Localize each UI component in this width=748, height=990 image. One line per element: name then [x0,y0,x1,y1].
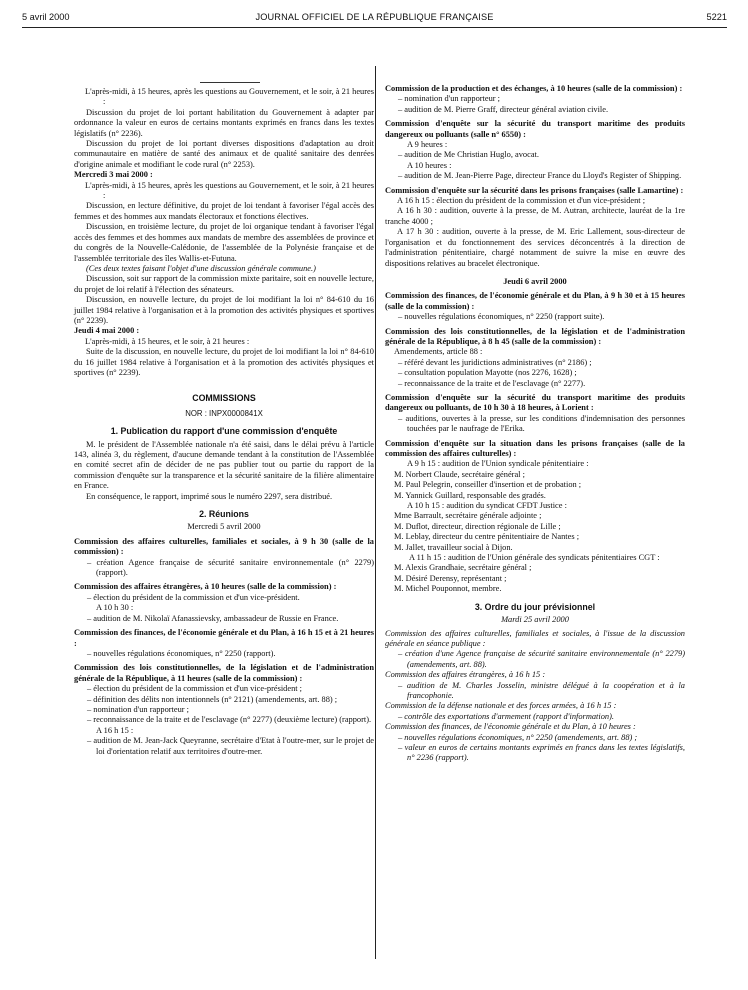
agenda-item: A 16 h 30 : audition, ouverte à la presse, de M. Autran, architecte, lauréat de la 1re tranche 4000 ; [385,206,685,226]
attendee: M. Désiré Derensy, représentant ; [394,573,507,583]
agenda-item: – contrôle des exportations d'armement (rapport d'information). [398,711,614,721]
agenda-item: – élection du président de la commission et d'un vice-président. [87,592,300,602]
agenda-item: – audition de M. Jean-Jack Queyranne, secrétaire d'Etat à l'outre-mer, sur le projet de loi d'orientation relatif aux territoires d'outre-mer. [87,736,374,756]
agenda-item: Discussion du projet de loi portant diverses dispositions d'adaptation au droit communautaire en matière de santé des animaux et de qualité sanitaire des denrées d'origine animale et modifiant le code rural (n° 2253). [74,139,374,169]
header-rule [22,27,727,28]
commission-heading: Commission d'enquête sur la sécurité du transport maritime des produits dangereux ou polluants (salle n° 6550) : [385,119,685,139]
attendee: M. Norbert Claude, secrétaire général ; [394,469,525,479]
left-column [74,82,374,757]
agenda-item: – élection du président de la commission et d'un vice-président ; [87,684,303,694]
attendee: M. Paul Pelegrin, conseiller d'insertion et de probation ; [394,480,582,490]
agenda-item: – nouvelles régulations économiques, n° 2250 (rapport suite). [398,312,605,322]
attendee: M. Leblay, directeur du centre pénitentiaire de Nantes ; [394,532,580,542]
attendee: M. Duflot, directeur, direction régionale de Lille ; [394,521,561,531]
continuation-rule [200,82,260,83]
date-heading: Mercredi 5 avril 2000 [187,522,261,532]
agenda-item: – valeur en euros de certains montants exprimés en francs dans les textes législatifs, n° 2236 (rapport). [398,742,685,763]
commission-heading: Commission de la défense nationale et des forces armées, à 16 h 15 : [385,701,617,711]
agenda-item: Suite de la discussion, en nouvelle lecture, du projet de loi modifiant la loi n° 84-610 du 16 juillet 1984 relative à l'organisation et à la promotion des activités physiques et sportives (n° 2239). [74,347,374,377]
commission-heading: Commission des lois constitutionnelles, de la législation et de l'administration générale de la République, à 11 heures (salle de la commission) : [74,663,374,683]
agenda-item: – audition de Me Christian Huglo, avocat. [398,150,539,160]
paragraph: M. le président de l'Assemblée nationale n'a été saisi, dans le délai prévu à l'article 143, alinéa 3, du règlement, d'aucune demande tendant à la constitution de l'Assemblée en comité secret afin de décider de ne pas publier tout ou partie du rapport de la commission d'enquête sur la transparence et la sécurité sanitaire de la filière alimentaire en France. [74,439,374,491]
issue-date: 5 avril 2000 [22,12,70,22]
time-label: A 9 h 15 : audition de l'Union syndicale pénitentiaire : [407,459,589,469]
agenda-item: Discussion, en nouvelle lecture, du projet de loi modifiant la loi n° 84-610 du 16 juillet 1984 relative à l'organisation et à la promotion des activités physiques et sportives (n° 2239). [74,295,374,325]
section-heading: 3. Ordre du jour prévisionnel [474,601,596,612]
agenda-item: – création Agence française de sécurité sanitaire environnementale (n° 2279) (rapport). [87,557,374,578]
attendee: M. Jallet, travailleur social à Dijon. [394,542,513,552]
page-number: 5221 [706,12,727,22]
commission-heading: Commission de la production et des échanges, à 10 heures (salle de la commission) : [385,84,683,93]
agenda-item: – auditions, ouvertes à la presse, sur les conditions d'indemnisation des personnes touchées par le naufrage de l'Erika. [398,413,685,434]
agenda-item: – nomination d'un rapporteur ; [87,704,189,714]
agenda-item: – référé devant les juridictions administratives (n° 2186) ; [398,357,592,367]
time-label: A 9 heures : [407,140,448,150]
column-divider [375,66,376,959]
commission-heading: Commission des finances, de l'économie générale et du Plan, à 9 h 30 et à 15 heures (salle de la commission) : [385,291,685,311]
agenda-item: – nouvelles régulations économiques, n° 2250 (rapport). [87,648,276,658]
agenda-item: Discussion, en lecture définitive, du projet de loi tendant à favoriser l'égal accès des femmes et des hommes aux mandats électoraux et fonctions électives. [74,201,374,221]
paragraph: En conséquence, le rapport, imprimé sous le numéro 2297, sera distribué. [86,491,333,501]
commission-heading: Commission des lois constitutionnelles, de la législation et de l'administration générale de la République, à 8 h 45 (salle de la commission) : [385,326,685,346]
agenda-subheading: Amendements, article 88 : [394,347,483,357]
commission-heading: Commission d'enquête sur la sécurité dans les prisons françaises (salle Lamartine) : [385,185,684,195]
page-header [22,12,727,26]
agenda-item: – définition des délits non intentionnels (n° 2121) (amendements, art. 88) ; [87,694,338,704]
day-heading: Jeudi 4 mai 2000 : [74,326,140,336]
nor-reference: NOR : INPX0000841X [185,408,263,418]
section-heading: COMMISSIONS [192,393,256,404]
attendee: M. Michel Pouponnot, membre. [394,584,502,594]
commission-heading: Commission des affaires étrangères, à 16 h 15 : [385,670,546,680]
section-heading: 2. Réunions [199,509,249,520]
agenda-item: A 16 h 15 : élection du président de la commission et d'un vice-président ; [397,196,646,206]
schedule-line: L'après-midi, à 15 heures, après les questions au Gouvernement, et le soir, à 21 heures : [85,87,374,107]
agenda-item: – audition de M. Charles Josselin, ministre délégué à la coopération et à la francophonie. [398,680,685,700]
agenda-item: – audition de M. Pierre Graff, directeur général aviation civile. [398,104,609,114]
agenda-item: Discussion, en troisième lecture, du projet de loi organique tendant à favoriser l'égal accès des femmes et des hommes aux mandats de membre des assemblées de province et du congrès de la Nouvelle-Calédonie, de l'assemblée de la Polynésie française et de l'assemblée territoriale des îles Wallis-et-Futuna. [74,222,374,263]
commission-heading: Commission des affaires étrangères, à 10 heures (salle de la commission) : [74,582,337,592]
agenda-item: – audition de M. Jean-Pierre Page, directeur France du Lloyd's Register of Shipping. [398,171,682,181]
time-label: A 10 h 15 : audition du syndicat CFDT Justice : [407,501,567,511]
commission-heading: Commission des affaires culturelles, familiales et sociales, à l'issue de la discussion générale en séance publique : [385,628,685,648]
agenda-item: – nouvelles régulations économiques, n° 2250 (amendements, art. 88) ; [398,732,638,742]
commission-heading: Commission des finances, de l'économie générale et du Plan, à 16 h 15 et à 21 heures : [74,628,374,648]
time-label: A 10 h 30 : [96,603,134,613]
commission-heading: Commission des finances, de l'économie générale et du Plan, à 10 heures : [385,722,636,732]
agenda-item: – audition de M. Nikolaï Afanassievsky, ambassadeur de Russie en France. [87,613,339,623]
agenda-item: – reconnaissance de la traite et de l'esclavage (n° 2277) (deuxième lecture) (rapport). [87,715,372,725]
time-label: A 10 heures : [407,160,452,170]
agenda-item: A 17 h 30 : audition, ouverte à la presse, de M. Eric Lallement, sous-directeur de l'organisation et du fonctionnement des services déconcentrés à la direction de l'administration pénitentiaire, chargé notamment de suivre la mise en œuvre des dispositions relatives au bracelet électronique. [385,227,685,268]
date-heading: Mardi 25 avril 2000 [501,615,569,625]
agenda-item: – reconnaissance de la traite et de l'esclavage (n° 2277). [398,378,586,388]
attendee: M. Yannick Guillard, responsable des gradés. [394,490,546,500]
attendee: M. Alexis Grandhaie, secrétaire général ; [394,563,532,573]
agenda-item: – création d'une Agence française de sécurité sanitaire environnementale (n° 2279) (amendements, art. 88). [398,649,685,669]
time-label: A 11 h 15 : audition de l'Union générale des syndicats pénitentiaires CGT : [409,553,660,563]
commission-heading: Commission d'enquête sur la sécurité du transport maritime des produits dangereux ou polluants, de 10 h 30 à 18 heures, à Lorient : [385,392,685,413]
commission-heading: Commission d'enquête sur la situation dans les prisons françaises (salle de la commission des affaires culturelles) : [385,438,685,458]
schedule-line: L'après-midi, à 15 heures, après les questions au Gouvernement, et le soir, à 21 heures : [85,180,374,201]
agenda-note: (Ces deux textes faisant l'objet d'une discussion générale commune.) [86,263,316,273]
schedule-line: L'après-midi, à 15 heures, et le soir, à 21 heures : [85,336,250,346]
date-heading: Jeudi 6 avril 2000 [503,276,567,286]
agenda-item: Discussion, soit sur rapport de la commission mixte paritaire, soit en nouvelle lecture, du projet de loi relatif à l'élection des sénateurs. [74,274,374,294]
commission-heading: Commission des affaires culturelles, familiales et sociales, à 9 h 30 (salle de la commission) : [74,536,374,557]
journal-title: JOURNAL OFFICIEL DE LA RÉPUBLIQUE FRANÇAISE [255,12,494,22]
agenda-item: – consultation population Mayotte (nos 2276, 1628) ; [398,368,577,378]
agenda-item: – nomination d'un rapporteur ; [398,94,500,104]
agenda-item: Discussion du projet de loi portant habilitation du Gouvernement à adapter par ordonnance la valeur en euros de certains montants exprimés en francs dans les textes législatifs (n° 2236). [74,107,374,138]
day-heading: Mercredi 3 mai 2000 : [74,170,153,180]
section-heading: 1. Publication du rapport d'une commission d'enquête [110,426,338,437]
time-label: A 16 h 15 : [96,725,134,735]
attendee: Mme Barrault, secrétaire générale adjointe ; [394,511,542,521]
right-column [385,84,685,764]
